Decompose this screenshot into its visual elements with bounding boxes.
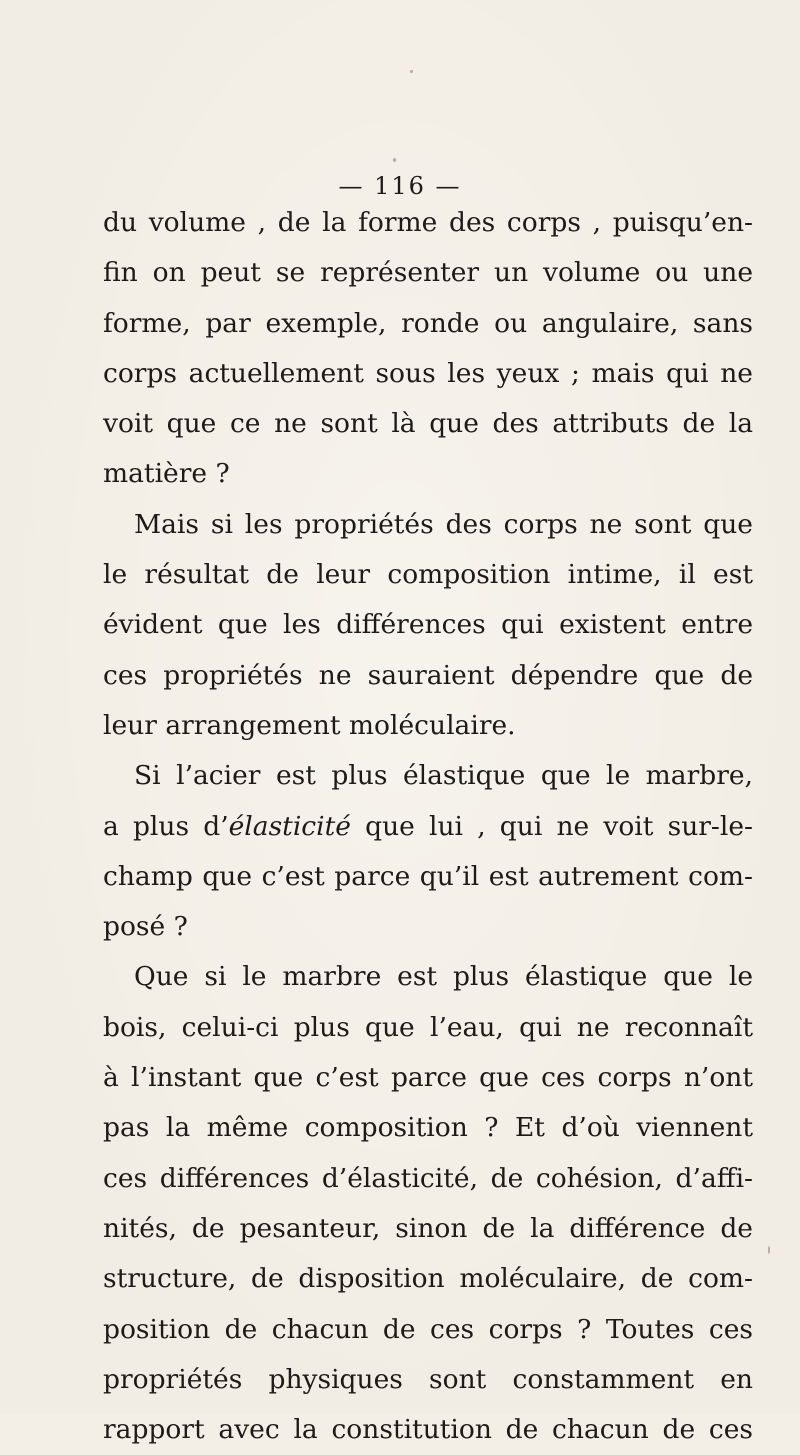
paper-speck [768, 1246, 770, 1254]
text-line: bois, celui-ci plus que l’eau, qui ne reconnaît [103, 1011, 753, 1043]
text-fragment: a plus d’ [103, 810, 229, 842]
text-line: forme, par exemple, ronde ou angulaire, sans [103, 307, 753, 339]
text-line: posé ? [103, 911, 188, 943]
paper-speck [393, 158, 396, 162]
text-line: le résultat de leur composition intime, il est [103, 559, 753, 591]
text-line: rapport avec la constitution de chacun de ces [103, 1414, 753, 1446]
text-line: évident que les différences qui existent entre [103, 609, 753, 641]
text-line: ces différences d’élasticité, de cohésion, d’affi- [103, 1162, 753, 1194]
text-line: fin on peut se représenter un volume ou une [103, 257, 753, 289]
text-line: du volume , de la forme des corps , puisqu’en- [103, 207, 753, 238]
text-line: matière ? [103, 458, 230, 490]
text-line: champ que c’est parce qu’il est autrement com- [103, 860, 753, 892]
paragraph-start-line: Mais si les propriétés des corps ne sont que [134, 508, 753, 540]
text-line: ces propriétés ne sauraient dépendre que de [103, 659, 753, 691]
paragraph-start-line: Que si le marbre est plus élastique que le [134, 961, 753, 993]
text-line: structure, de disposition moléculaire, de com- [103, 1263, 753, 1295]
text-line: voit que ce ne sont là que des attributs de la [103, 408, 753, 440]
text-fragment: que lui , qui ne voit sur-le- [350, 810, 753, 842]
page-number-header: — 116 — [338, 172, 462, 200]
italic-term: élasticité [228, 810, 351, 842]
text-line: propriétés physiques sont constamment en [103, 1363, 753, 1395]
text-line: pas la même composition ? Et d’où viennent [103, 1112, 753, 1144]
paragraph-start-line: Si l’acier est plus élastique que le marbre, [134, 760, 753, 792]
text-line: corps actuellement sous les yeux ; mais qui ne [103, 357, 753, 389]
text-line: position de chacun de ces corps ? Toutes ces [103, 1313, 753, 1345]
text-line: leur arrangement moléculaire. [103, 709, 516, 741]
text-line-with-emphasis [103, 802, 753, 852]
text-line: à l’instant que c’est parce que ces corps n’ont [103, 1062, 753, 1094]
text-line: nités, de pesanteur, sinon de la différence de [103, 1212, 753, 1244]
paper-speck [410, 70, 413, 73]
body-text [103, 198, 753, 1455]
